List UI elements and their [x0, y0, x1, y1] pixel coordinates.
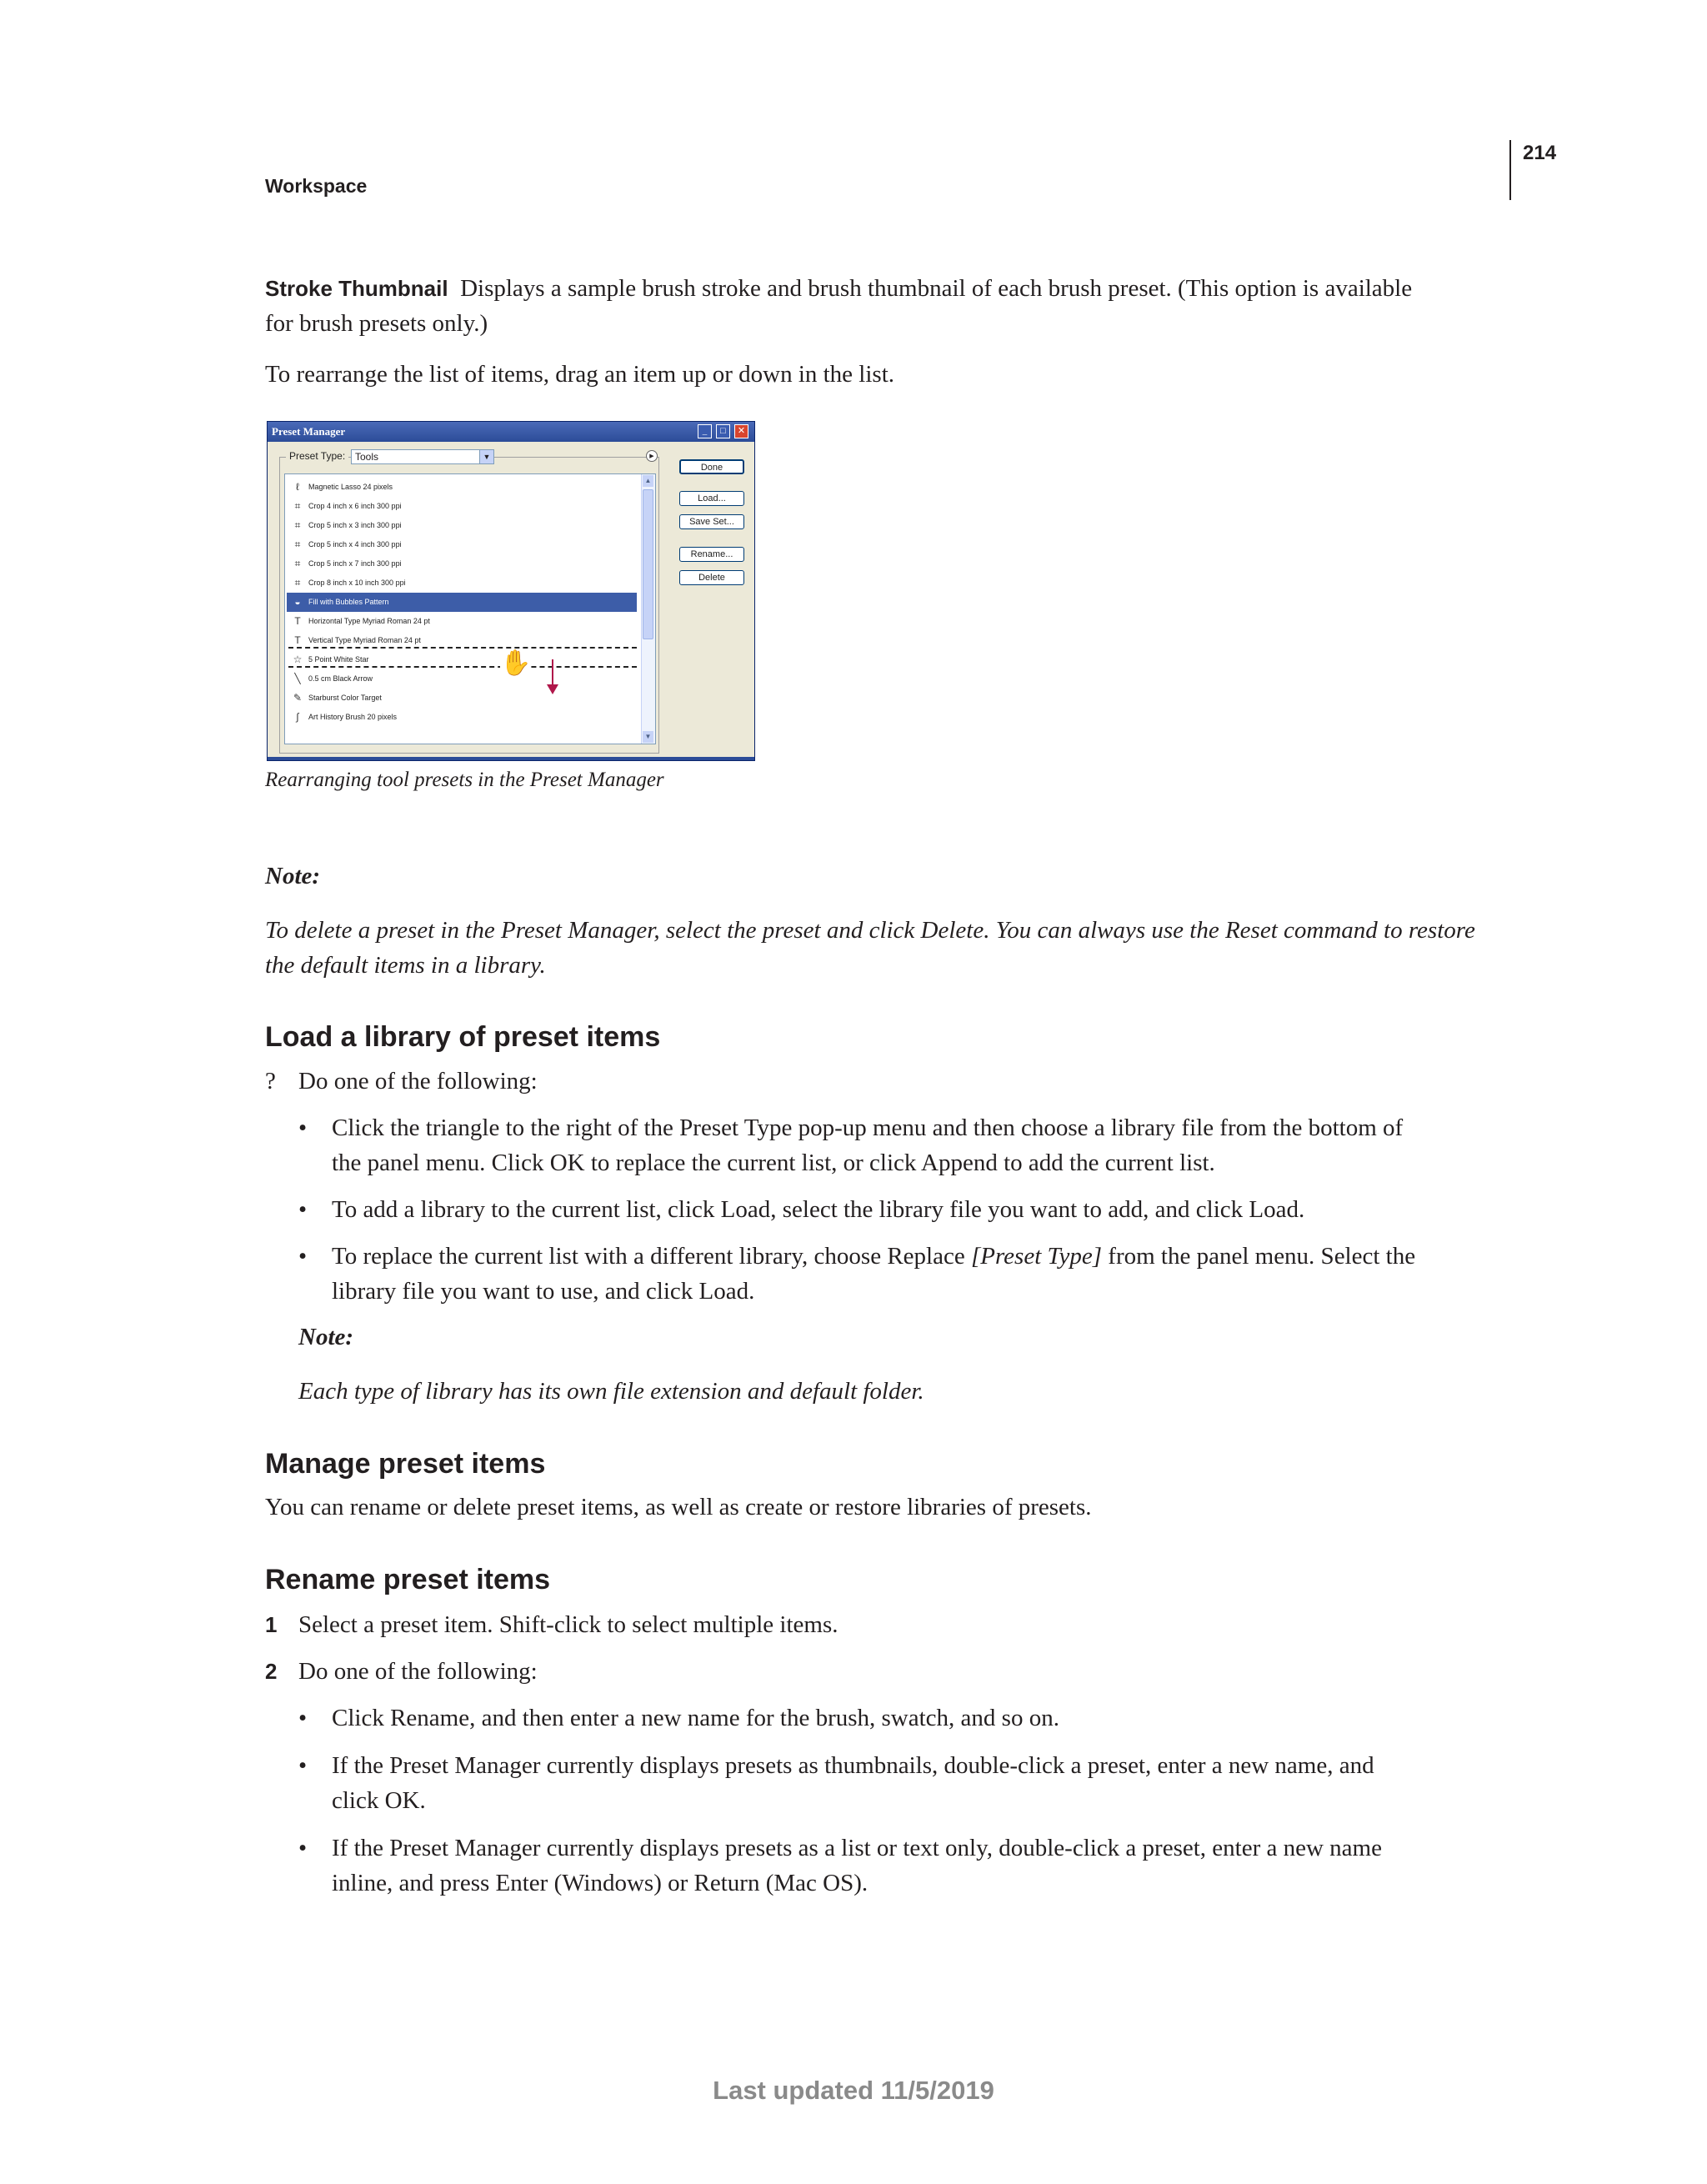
bullet: •: [298, 1835, 308, 1861]
load-note-text: Each type of library has its own file extension and default folder.: [298, 1378, 924, 1405]
load-bullet-3-line2: library file you want to use, and click Load.: [332, 1278, 755, 1305]
note-text-line1: To delete a preset in the Preset Manager, select the preset and click Delete. You can always use the Reset command to restore: [265, 917, 1475, 944]
crop-icon: ⌗: [294, 558, 301, 569]
bullet: •: [298, 1705, 308, 1731]
load-bullet-2: To add a library to the current list, click Load, select the library file you want to add, and click Load.: [332, 1196, 1305, 1223]
maximize-icon[interactable]: □: [716, 424, 730, 438]
window-titlebar: [268, 422, 754, 442]
list-item[interactable]: T Vertical Type Myriad Roman 24 pt: [287, 631, 637, 650]
scroll-thumb[interactable]: [643, 489, 653, 639]
window-bottom-border: [268, 757, 754, 760]
load-button[interactable]: Load...: [679, 491, 744, 506]
preset-type-label: Preset Type:: [286, 450, 348, 462]
load-bullet-1-line1: Click the triangle to the right of the Preset Type pop-up menu and then choose a library file from the bottom of: [332, 1115, 1404, 1141]
done-button[interactable]: Done: [679, 459, 744, 474]
list-item[interactable]: ╲ 0.5 cm Black Arrow: [287, 669, 637, 689]
panel-menu-triangle-icon[interactable]: ▶: [646, 450, 658, 462]
bullet: •: [298, 1243, 308, 1270]
load-bullet-3-pre: To replace the current list with a different library, choose Replace: [332, 1243, 971, 1270]
list-item[interactable]: ✎ Starburst Color Target: [293, 692, 382, 704]
step-number-1: 1: [265, 1612, 278, 1637]
list-item[interactable]: ⌗ Crop 5 inch x 7 inch 300 ppi: [287, 554, 637, 574]
crop-icon: ⌗: [294, 577, 301, 589]
bullet: •: [298, 1115, 308, 1141]
figure-caption: Rearranging tool presets in the Preset Manager: [265, 769, 664, 791]
list-item[interactable]: ∫ Art History Brush 20 pixels: [287, 708, 637, 727]
list-scrollbar[interactable]: [641, 474, 655, 744]
stroke-thumbnail-paragraph: [265, 271, 1499, 341]
save-set-button[interactable]: Save Set...: [679, 514, 744, 529]
note-label: Note:: [265, 863, 321, 889]
drag-arrow-head: [547, 684, 558, 694]
step-number-2: 2: [265, 1659, 278, 1684]
rename-step-1: Select a preset item. Shift-click to select multiple items.: [298, 1611, 838, 1638]
window-title: Preset Manager: [272, 425, 346, 438]
rearrange-paragraph: To rearrange the list of items, drag an item up or down in the list.: [265, 361, 895, 388]
header-rule: [1509, 140, 1511, 200]
crop-icon: ⌗: [294, 538, 301, 550]
preset-type-select[interactable]: [351, 449, 494, 464]
list-item-selected[interactable]: ◒ Fill with Bubbles Pattern: [287, 593, 637, 612]
type-icon: T: [294, 634, 301, 646]
list-item[interactable]: ⌗ Crop 5 inch x 4 inch 300 ppi: [287, 535, 637, 554]
drag-insert-line-bottom: [288, 666, 637, 668]
rename-bullet-3-line2: inline, and press Enter (Windows) or Return (Mac OS).: [332, 1870, 869, 1896]
list-item[interactable]: ⌗ Crop 8 inch x 10 inch 300 ppi: [287, 574, 637, 593]
close-icon[interactable]: ✕: [734, 424, 748, 438]
heading-load-library: Load a library of preset items: [265, 1021, 661, 1053]
rename-bullet-2-line1: If the Preset Manager currently displays presets as thumbnails, double-click a preset, enter a new name, and: [332, 1752, 1374, 1779]
list-item[interactable]: ⌗ Crop 4 inch x 6 inch 300 ppi: [287, 497, 637, 516]
list-item[interactable]: ☆ 5 Point White Star: [293, 654, 369, 665]
load-note-label: Note:: [298, 1324, 354, 1350]
list-item[interactable]: T Horizontal Type Myriad Roman 24 pt: [287, 612, 637, 631]
drag-direction-arrow: [552, 659, 553, 688]
scroll-down-icon[interactable]: ▼: [643, 731, 653, 743]
term-description: Displays a sample brush stroke and brush thumbnail of each brush preset. (This option is available: [460, 275, 1413, 302]
drag-insert-line-top: [288, 647, 637, 649]
rename-button[interactable]: Rename...: [679, 547, 744, 562]
preset-list[interactable]: [284, 473, 656, 744]
heading-manage-presets: Manage preset items: [265, 1448, 546, 1480]
running-head: Workspace: [265, 175, 368, 197]
brush-icon: ∫: [296, 711, 299, 723]
crop-icon: ⌗: [294, 500, 301, 512]
rename-step-2: Do one of the following:: [298, 1658, 538, 1685]
preset-type-value: Tools: [355, 451, 379, 463]
rename-bullet-2-line2: click OK.: [332, 1787, 426, 1814]
bullet: •: [298, 1196, 308, 1223]
delete-button[interactable]: Delete: [679, 570, 744, 585]
chevron-down-icon: ▼: [479, 450, 493, 463]
type-icon: T: [294, 615, 301, 627]
crop-icon: ⌗: [294, 519, 301, 531]
bucket-icon: ◒: [294, 596, 301, 608]
eyedropper-icon: ✎: [293, 692, 303, 704]
rename-bullet-1: Click Rename, and then enter a new name for the brush, swatch, and so on.: [332, 1705, 1059, 1731]
step-marker: ?: [265, 1068, 276, 1095]
note-text: [265, 913, 1515, 983]
note-text-line2: the default items in a library.: [265, 952, 546, 979]
heading-rename-presets: Rename preset items: [265, 1564, 551, 1595]
list-item[interactable]: ⌗ Crop 5 inch x 3 inch 300 ppi: [287, 516, 637, 535]
load-bullet-3-post: from the panel menu. Select the: [1102, 1243, 1416, 1270]
bullet: •: [298, 1752, 308, 1779]
line-icon: ╲: [294, 673, 301, 684]
term-description-line2: for brush presets only.): [265, 310, 488, 337]
load-bullet-3: [332, 1239, 1515, 1309]
footer-last-updated: Last updated 11/5/2019: [713, 2076, 994, 2105]
lasso-icon: ℓ: [296, 481, 299, 493]
list-item[interactable]: ℓ Magnetic Lasso 24 pixels: [287, 478, 637, 497]
minimize-icon[interactable]: _: [698, 424, 712, 438]
manage-text: You can rename or delete preset items, as well as create or restore libraries of presets.: [265, 1494, 1092, 1520]
drag-hand-icon: ✋: [500, 649, 532, 677]
step-text: Do one of the following:: [298, 1068, 538, 1095]
load-bullet-1: [332, 1110, 1515, 1180]
load-bullet-3-italic: [Preset Type]: [970, 1243, 1103, 1270]
rename-bullet-2: [332, 1748, 1515, 1818]
term-stroke-thumbnail: Stroke Thumbnail: [265, 276, 448, 301]
shape-icon: ☆: [293, 654, 303, 665]
page-number: 214: [1523, 142, 1557, 164]
scroll-up-icon[interactable]: ▲: [643, 475, 653, 487]
load-bullet-1-line2: the panel menu. Click OK to replace the current list, or click Append to add the current list.: [332, 1150, 1215, 1176]
rename-bullet-3: [332, 1831, 1515, 1901]
preset-manager-screenshot: [267, 421, 755, 761]
rename-bullet-3-line1: If the Preset Manager currently displays presets as a list or text only, double-click a preset, enter a new name: [332, 1835, 1382, 1861]
